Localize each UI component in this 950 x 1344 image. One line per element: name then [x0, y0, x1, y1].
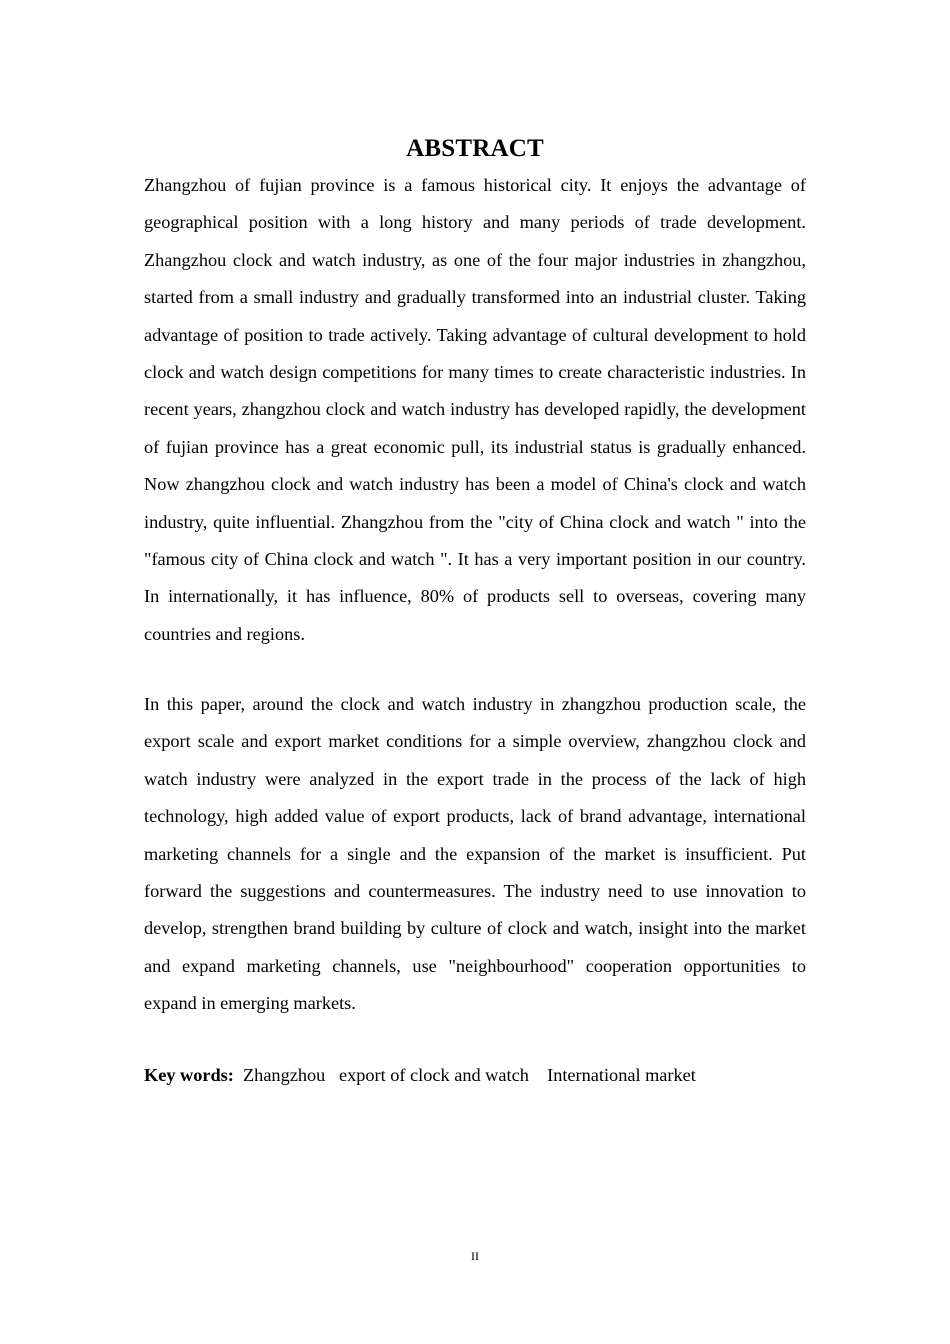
- page-number: II: [471, 1249, 479, 1263]
- keywords-label: Key words:: [144, 1065, 234, 1085]
- keyword-item: export of clock and watch: [338, 1065, 529, 1085]
- keyword-item: Zhangzhou: [243, 1065, 326, 1085]
- keywords-line: [144, 1057, 806, 1094]
- abstract-paragraph-1: Zhangzhou of fujian province is a famous historical city. It enjoys the advantage of geographical position with a long history and many periods of trade development. Zhangzhou clock and watch industry, as one of the four major industries in zhangzhou, started from a small industry and gradually transformed into an industrial cluster. Taking advantage of position to trade actively. Taking advantage of cultural development to hold clock and watch design competitions for many times to create characteristic industries. In recent years, zhangzhou clock and watch industry has developed rapidly, the development of fujian province has a great economic pull, its industrial status is gradually enhanced. Now zhangzhou clock and watch industry has been a model of China's clock and watch industry, quite influential. Zhangzhou from the "city of China clock and watch " into the "famous city of China clock and watch ". It has a very important position in our country. In internationally, it has influence, 80% of products sell to overseas, covering many countries and regions.: [144, 175, 806, 644]
- abstract-paragraph-2: In this paper, around the clock and watch industry in zhangzhou production scale, the export scale and export market conditions for a simple overview, zhangzhou clock and watch industry were analyzed in the export trade in the process of the lack of high technology, high added value of export products, lack of brand advantage, international marketing channels for a single and the expansion of the market is insufficient. Put forward the suggestions and countermeasures. The industry need to use innovation to develop, strengthen brand building by culture of clock and watch, insight into the market and expand marketing channels, use "neighbourhood" cooperation opportunities to expand in emerging markets.: [144, 694, 806, 1014]
- keyword-item: International market: [547, 1065, 696, 1085]
- abstract-title: ABSTRACT: [406, 135, 544, 162]
